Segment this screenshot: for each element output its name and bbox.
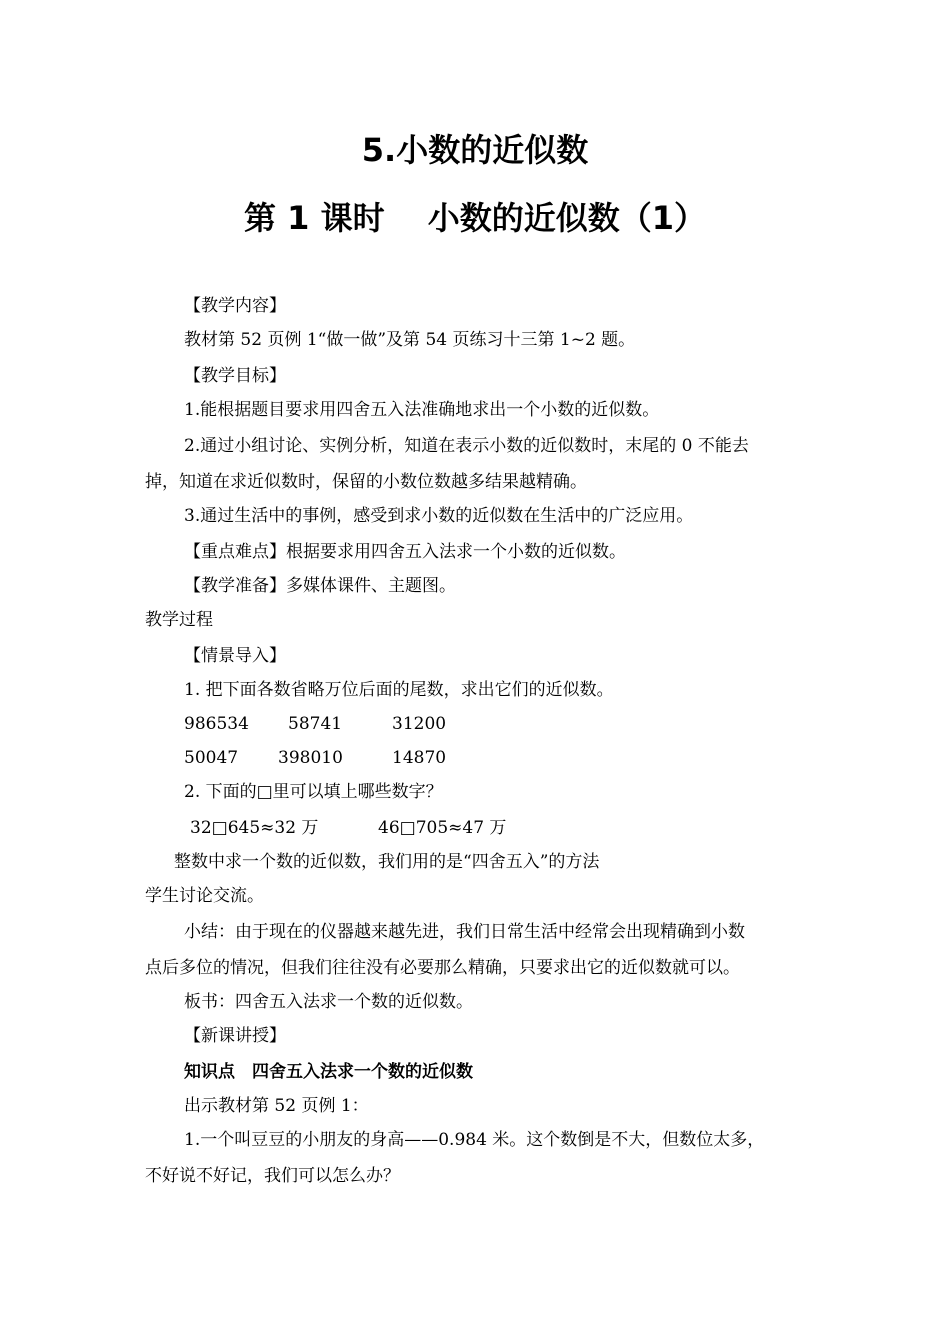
section-heading-goals: 【教学目标】 [184, 366, 286, 386]
intro-question-1: 1. 把下面各数省略万位后面的尾数，求出它们的近似数。 [184, 680, 614, 700]
goal-3: 3.通过生活中的事例，感受到求小数的近似数在生活中的广泛应用。 [184, 506, 694, 526]
teaching-preparation: 【教学准备】多媒体课件、主题图。 [184, 576, 456, 596]
section-heading-new-lesson: 【新课讲授】 [184, 1026, 286, 1046]
goal-2-line-1: 2.通过小组讨论、实例分析，知道在表示小数的近似数时，末尾的 0 不能去 [184, 436, 749, 456]
student-discussion: 学生讨论交流。 [145, 886, 264, 906]
example-intro: 出示教材第 52 页例 1： [184, 1096, 369, 1116]
knowledge-point: 知识点 四舍五入法求一个数的近似数 [184, 1062, 473, 1082]
fill-blank-item: 32□645≈32 万 [190, 818, 319, 838]
goal-2-line-2: 掉，知道在求近似数时，保留的小数位数越多结果越精确。 [145, 472, 587, 492]
content-text: 教材第 52 页例 1“做一做”及第 54 页练习十三第 1~2 题。 [184, 330, 636, 350]
number-item: 986534 [184, 714, 249, 734]
number-item: 398010 [278, 748, 343, 768]
board-writing: 板书：四舍五入法求一个数的近似数。 [184, 992, 473, 1012]
number-item: 31200 [392, 714, 447, 734]
number-item: 50047 [184, 748, 239, 768]
section-heading-content: 【教学内容】 [184, 296, 286, 316]
example-1-line-1: 1.一个叫豆豆的小朋友的身高——0.984 米。这个数倒是不大，但数位太多， [184, 1130, 765, 1150]
section-heading-intro: 【情景导入】 [184, 646, 286, 666]
intro-question-2: 2. 下面的□里可以填上哪些数字？ [184, 782, 443, 802]
summary-line-2: 点后多位的情况，但我们往往没有必要那么精确，只要求出它的近似数就可以。 [145, 958, 740, 978]
page-title: 5.小数的近似数 [361, 131, 589, 169]
number-item: 58741 [288, 714, 343, 734]
number-item: 14870 [392, 748, 447, 768]
key-difficulty: 【重点难点】根据要求用四舍五入法求一个小数的近似数。 [184, 542, 626, 562]
lesson-subtitle: 第 1 课时 小数的近似数（1） [244, 199, 706, 237]
rounding-note: 整数中求一个数的近似数，我们用的是“四舍五入”的方法 [174, 852, 600, 872]
goal-1: 1.能根据题目要求用四舍五入法准确地求出一个小数的近似数。 [184, 400, 660, 420]
summary-line-1: 小结：由于现在的仪器越来越先进，我们日常生活中经常会出现精确到小数 [184, 922, 745, 942]
teaching-process-heading: 教学过程 [145, 610, 213, 630]
fill-blank-item: 46□705≈47 万 [378, 818, 507, 838]
example-1-line-2: 不好说不好记，我们可以怎么办？ [145, 1166, 400, 1186]
